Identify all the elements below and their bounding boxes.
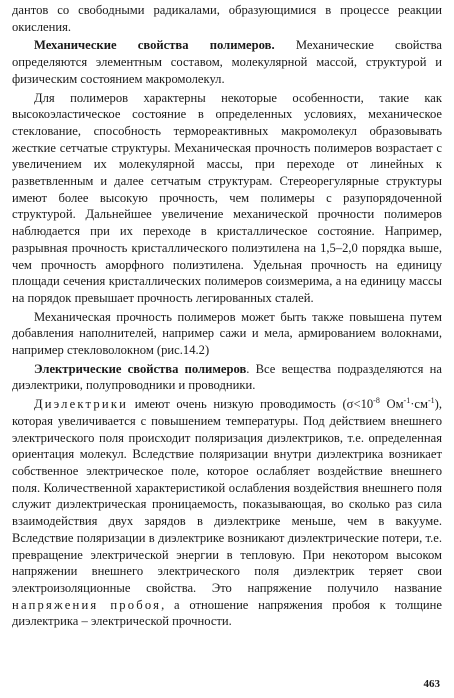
paragraph-polymer-features: Для полимеров характерны некоторые особенности, такие как высокоэластическое состояние в определенных условиях, механическое стеклование, способность термореактивных макромолекул образовывать жесткие сетчатые структуры. Механическая прочность полимеров возрастает с увеличением их молекулярной массы, при переходе от линейных к разветвленным и далее сетчатым структурам. Стереорегулярные структуры имеют более высокую прочность, чем полимеры с разупорядоченной структурой. Дальнейшее увеличение механической прочности полимеров наблюдается при их переходе в кристаллическое состояние. Например, разрывная прочность кристаллического полиэтилена на 1,5–2,0 порядка выше, чем прочность аморфного полиэтилена. Удельная прочность на единицу площади сечения кристаллических полимеров соизмерима, а на единицу массы на порядок превышает прочность легированных сталей. xyxy=(12,90,442,305)
exponent: -1 xyxy=(427,396,435,406)
paragraph-continuation: дантов со свободными радикалами, образующимися в процессе реакции окисления. xyxy=(12,3,442,34)
text-segment: , а отношение напряжения пробоя к толщине диэлектрика – электрической прочности. xyxy=(12,597,443,629)
exponent: -1 xyxy=(403,396,411,406)
text-segment: ), которая увеличивается с повышением температуры. Под действием внешнего электрического поля происходит поляризация диэлектриков, т.е. определенная ориентация молекул. Вследствие поляризации внутри диэлектрика возникает собственное электрическое поле, которое ослабляет воздействие внешнего поля. Количественной характеристикой ослабления воздействия внешнего поля служит диэлектрическая проницаемость, показывающая, во сколько раз сила взаимодействия двух зарядов в диэлектрике меньше, чем в вакууме. Вследствие поляризации в диэлектрике возникают диэлектрические потери, т.е. превращение электрической энергии в тепловую. При некотором высоком напряжении внешнего электрического поля диэлектрик теряет свои электроизоляционные свойства. Это напряжение получило название xyxy=(12,397,442,595)
page-number: 463 xyxy=(423,678,440,690)
paragraph-text: Механические свойства определяются элементным составом, молекулярной массой, структурой и физическим состоянием макромолекул. xyxy=(12,38,442,86)
section-heading-electrical: Электрические свойства полимеров xyxy=(34,361,247,376)
paragraph-dielectrics xyxy=(12,396,442,630)
exponent: -8 xyxy=(373,396,380,406)
paragraph-electrical-properties xyxy=(12,361,442,394)
text-segment: имеют очень низкую проводимость (σ<10 xyxy=(128,397,374,412)
term-dielectrics: Диэлектрики xyxy=(34,397,129,412)
section-heading-mechanical: Механические свойства полимеров. xyxy=(34,38,275,53)
text-segment: Ом xyxy=(379,397,404,412)
paragraph-strength-fillers: Механическая прочность полимеров может быть также повышена путем добавления наполнителей, например сажи и мела, армированием волокнами, например стекловолокном (рис.14.2) xyxy=(12,309,442,358)
paragraph-mechanical-properties xyxy=(12,37,442,87)
term-breakdown-voltage: напряжения пробоя xyxy=(12,597,162,612)
page-body xyxy=(12,2,442,630)
text-segment: ·см xyxy=(410,397,428,412)
paragraph-text: . Все вещества подразделяются на диэлектрики, полупроводники и проводники. xyxy=(12,361,442,393)
